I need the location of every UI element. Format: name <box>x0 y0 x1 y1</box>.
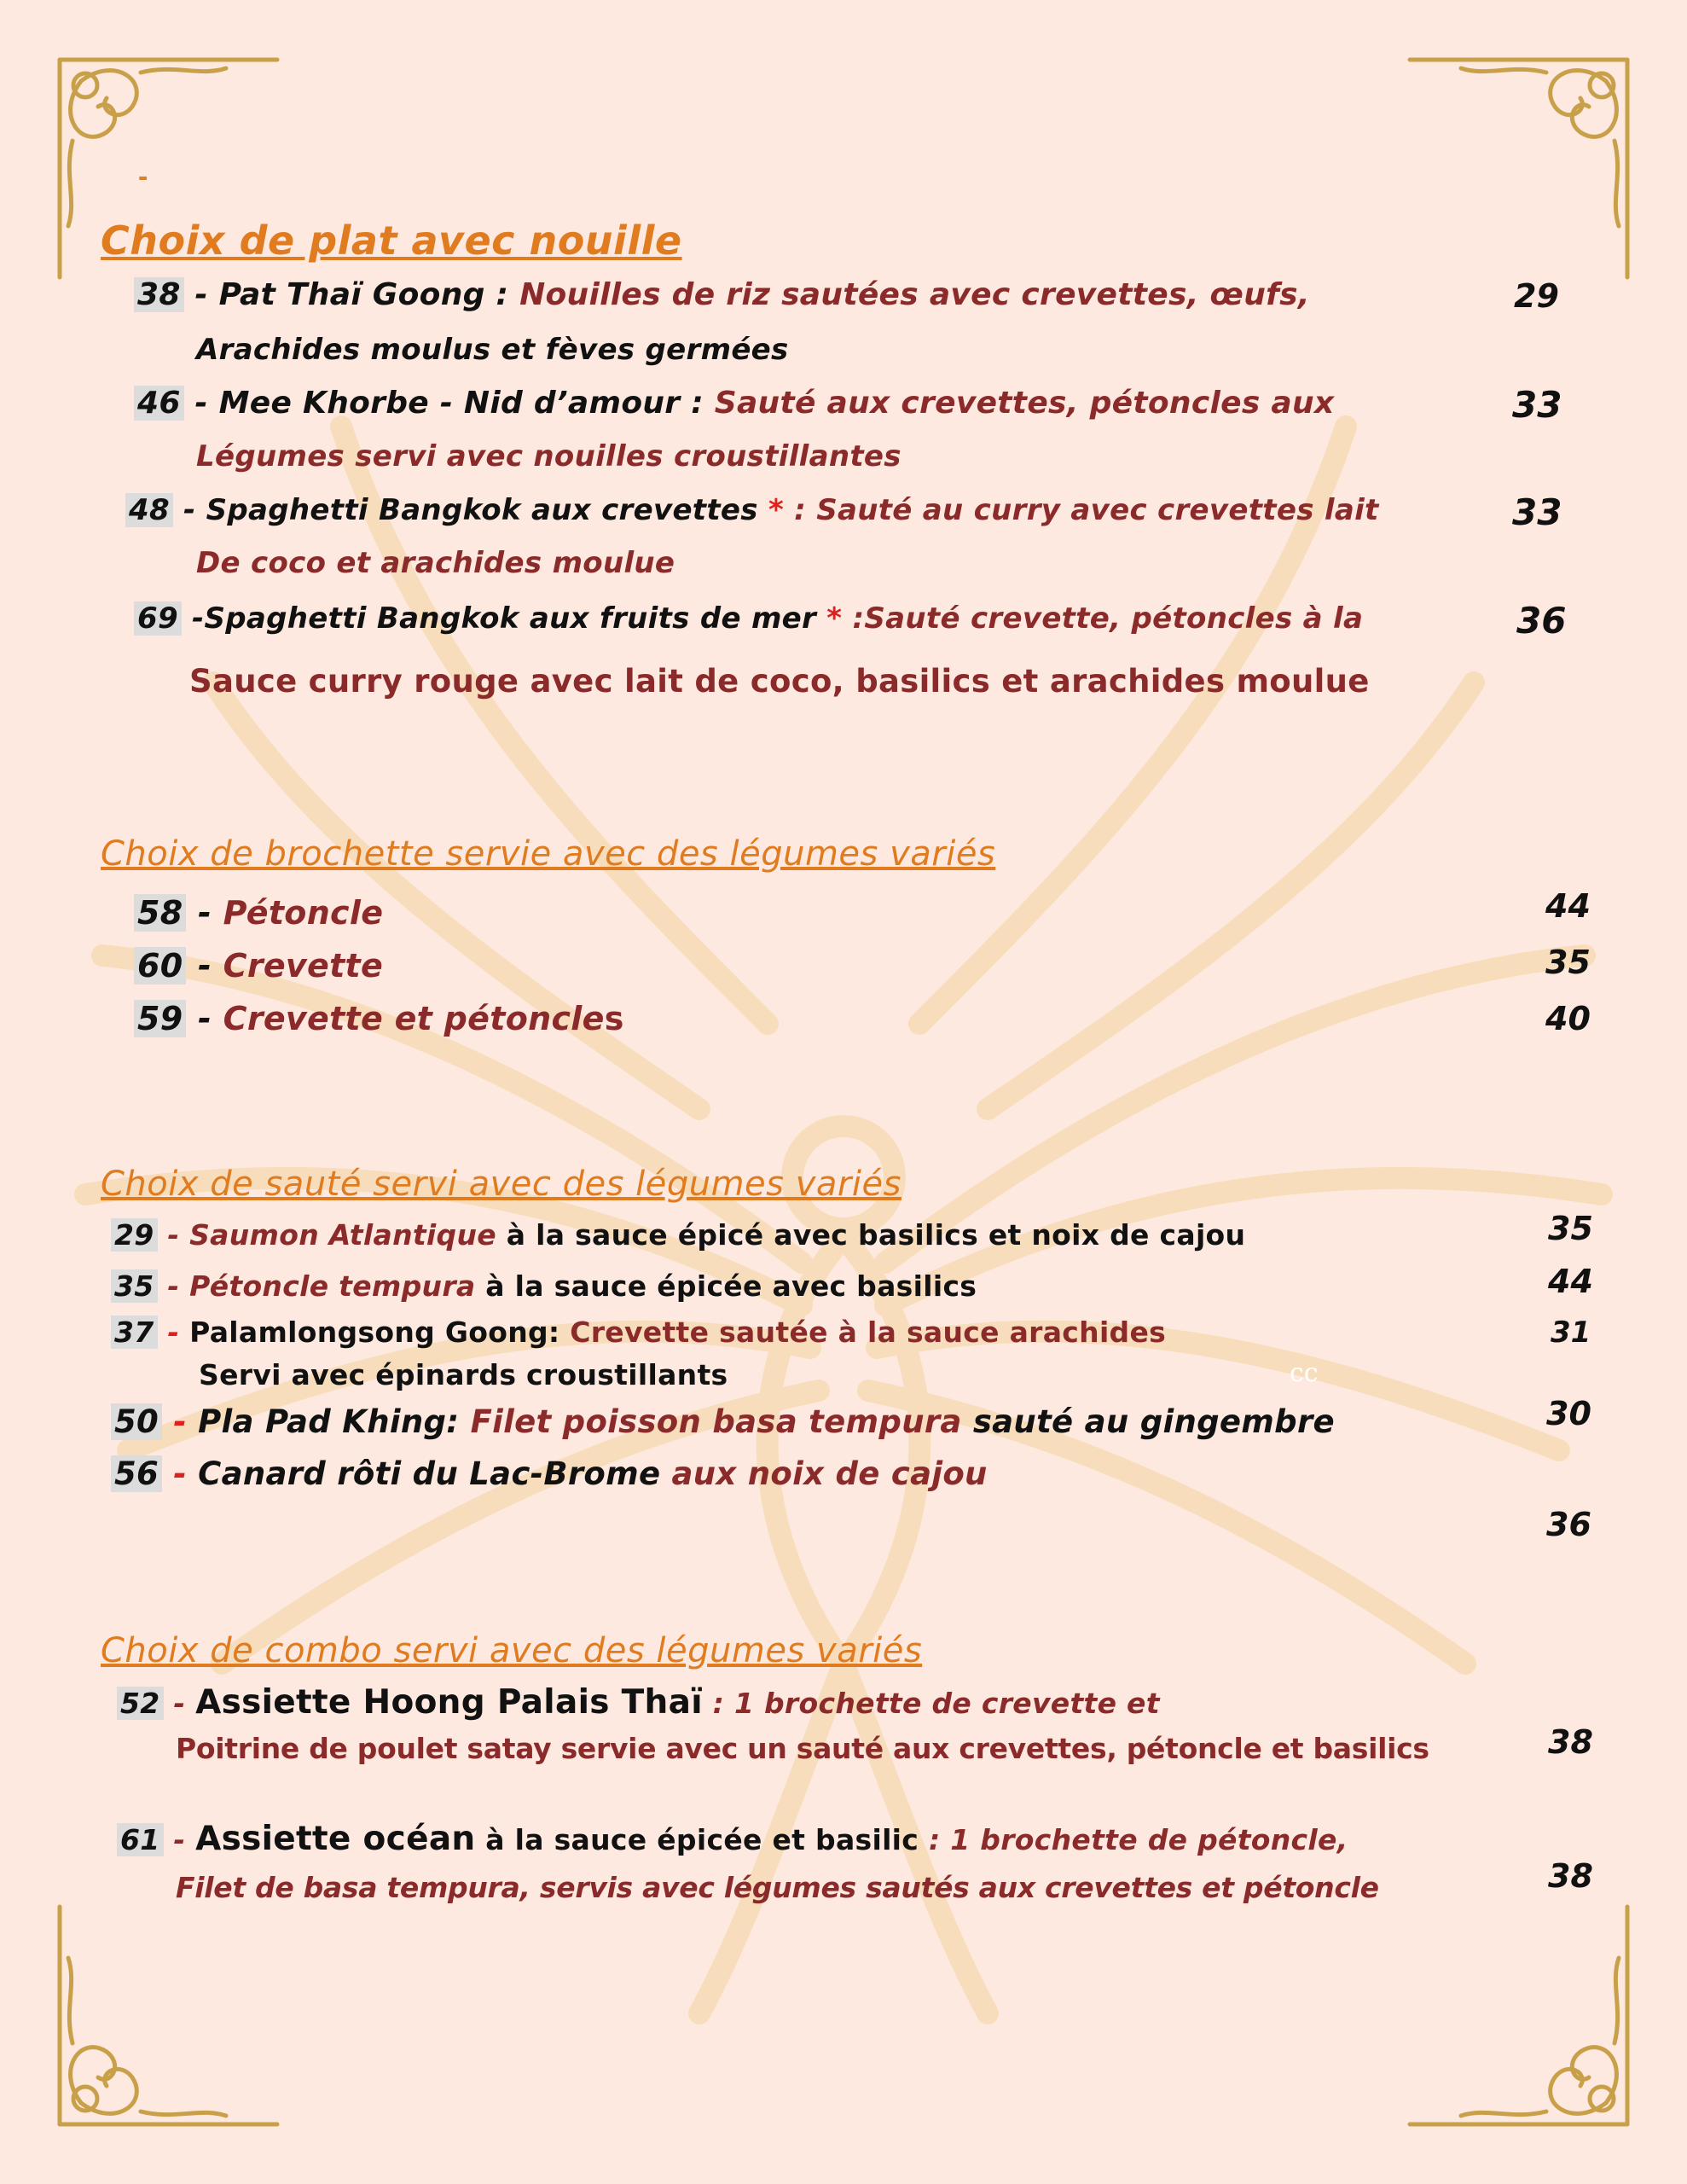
stray-dash: - <box>138 160 148 193</box>
item-description-line2: Poitrine de poulet satay servie avec un sauté aux crevettes, pétoncle et basilics <box>176 1732 1429 1765</box>
item-description: à la sauce épicé avec basilics et noix de cajou <box>496 1218 1246 1252</box>
item-description: aux noix de cajou <box>660 1455 988 1492</box>
item-description: Filet poisson basa tempura <box>459 1403 962 1440</box>
section-title-saute: Choix de sauté servi avec des légumes variés <box>101 1165 901 1204</box>
item-description: Nouilles de riz sautées avec crevettes, œufs, <box>508 277 1310 312</box>
item-name: Assiette océan <box>195 1820 476 1858</box>
item-number: 69 <box>134 601 182 636</box>
item-description-line2: Légumes servi avec nouilles croustillantes <box>196 439 901 473</box>
spicy-star: * <box>816 601 853 636</box>
item-number: 58 <box>134 894 186 932</box>
menu-item-61: 61 - Assiette océan à la sauce épicée et basilic : 1 brochette de pétoncle, <box>117 1820 1348 1858</box>
item-price: 38 <box>1548 1723 1593 1761</box>
item-description-line2: De coco et arachides moulue <box>196 546 675 580</box>
item-number: 38 <box>134 277 184 312</box>
menu-item-56: 56 - Canard rôti du Lac-Brome aux noix de cajou <box>111 1455 988 1492</box>
item-number: 50 <box>111 1403 162 1440</box>
item-price: 33 <box>1512 384 1562 426</box>
menu-item-38: 38 - Pat Thaï Goong : Nouilles de riz sautées avec crevettes, œufs, <box>134 277 1310 312</box>
item-number: 48 <box>125 493 173 527</box>
item-number: 52 <box>117 1687 164 1720</box>
item-name: Assiette Hoong Palais Thaï <box>195 1683 703 1722</box>
section-title-combo: Choix de combo servi avec des légumes variés <box>101 1631 923 1670</box>
item-price: 44 <box>1545 887 1591 925</box>
item-name: Spaghetti Bangkok aux fruits de mer <box>204 601 817 636</box>
menu-item-59: 59 - Crevette et pétoncles <box>134 1000 624 1037</box>
item-number: 59 <box>134 1000 186 1037</box>
item-description: : 1 brochette de pétoncle, <box>919 1823 1348 1856</box>
menu-item-37: 37 - Palamlongsong Goong: Crevette sautée à la sauce arachides <box>111 1316 1166 1349</box>
item-price: 29 <box>1514 277 1559 315</box>
item-name: Pla Pad Khing: <box>198 1403 460 1440</box>
corner-ornament-icon <box>1384 47 1640 303</box>
menu-item-29: 29 - Saumon Atlantique à la sauce épicé avec basilics et noix de cajou <box>111 1218 1245 1252</box>
section-title-noodles: Choix de plat avec nouille <box>101 218 682 264</box>
item-number: 61 <box>117 1823 164 1856</box>
item-price: 30 <box>1546 1395 1591 1432</box>
item-price: 44 <box>1548 1263 1593 1300</box>
item-number: 35 <box>111 1269 158 1303</box>
item-description: : 1 brochette de crevette et <box>702 1687 1160 1720</box>
item-description: Crevette sautée à la sauce arachides <box>559 1316 1167 1349</box>
item-number: 56 <box>111 1455 162 1492</box>
item-description-line2: Servi avec épinards croustillants <box>199 1358 728 1391</box>
menu-item-50: 50 - Pla Pad Khing: Filet poisson basa tempura sauté au gingembre <box>111 1403 1335 1440</box>
cc-mark: cc <box>1290 1358 1319 1388</box>
item-name: Pétoncle <box>223 894 384 932</box>
item-description-line2: Filet de basa tempura, servis avec légumes sautés aux crevettes et pétoncle <box>176 1871 1379 1904</box>
item-name: Spaghetti Bangkok aux crevettes <box>206 493 758 527</box>
item-description-line2: Sauce curry rouge avec lait de coco, basilics et arachides moulue <box>189 663 1370 700</box>
menu-item-52: 52 - Assiette Hoong Palais Thaï : 1 brochette de crevette et <box>117 1683 1160 1722</box>
item-name: Crevette <box>223 947 384 985</box>
corner-ornament-icon <box>1384 1881 1640 2137</box>
menu-item-48: 48 - Spaghetti Bangkok aux crevettes * : Sauté au curry avec crevettes lait <box>125 493 1379 527</box>
item-price: 31 <box>1551 1316 1591 1350</box>
menu-item-58: 58 - Pétoncle <box>134 894 383 932</box>
item-price: 35 <box>1548 1210 1593 1247</box>
menu-item-69: 69 -Spaghetti Bangkok aux fruits de mer * :Sauté crevette, pétoncles à la <box>134 601 1363 636</box>
item-name: Crevette et pétoncle <box>223 1000 605 1037</box>
item-description-line2: Arachides moulus et fèves germées <box>196 333 789 367</box>
item-number: 60 <box>134 947 186 985</box>
spicy-star: * <box>757 493 795 527</box>
item-number: 37 <box>111 1316 158 1349</box>
item-price: 36 <box>1546 1506 1591 1543</box>
item-price: 36 <box>1516 600 1567 642</box>
item-price: 40 <box>1545 1000 1591 1037</box>
item-description: Sauté aux crevettes, pétoncles aux <box>703 386 1335 421</box>
item-number: 46 <box>134 386 184 421</box>
item-name: Palamlongsong Goong: <box>189 1316 560 1349</box>
item-description: Sauté crevette, pétoncles à la <box>864 601 1364 636</box>
item-price: 33 <box>1512 491 1562 533</box>
menu-item-60: 60 - Crevette <box>134 947 383 985</box>
item-name: Saumon Atlantique <box>189 1218 496 1252</box>
section-title-skewers: Choix de brochette servie avec des légumes variés <box>101 834 996 874</box>
item-name: Pétoncle tempura <box>189 1269 476 1303</box>
item-description: Sauté au curry avec crevettes lait <box>806 493 1379 527</box>
item-name: Canard rôti du Lac-Brome <box>198 1455 661 1492</box>
item-name: Mee Khorbe - Nid d’amour : <box>218 386 704 421</box>
item-price: 35 <box>1545 944 1591 981</box>
corner-ornament-icon <box>47 47 303 303</box>
menu-item-35: 35 - Pétoncle tempura à la sauce épicée avec basilics <box>111 1269 977 1303</box>
item-price: 38 <box>1548 1857 1593 1895</box>
item-number: 29 <box>111 1218 158 1252</box>
menu-item-46: 46 - Mee Khorbe - Nid d’amour : Sauté aux crevettes, pétoncles aux <box>134 386 1334 421</box>
item-name: Pat Thaï Goong : <box>218 277 509 312</box>
item-description: à la sauce épicée avec basilics <box>475 1269 977 1303</box>
corner-ornament-icon <box>47 1881 303 2137</box>
